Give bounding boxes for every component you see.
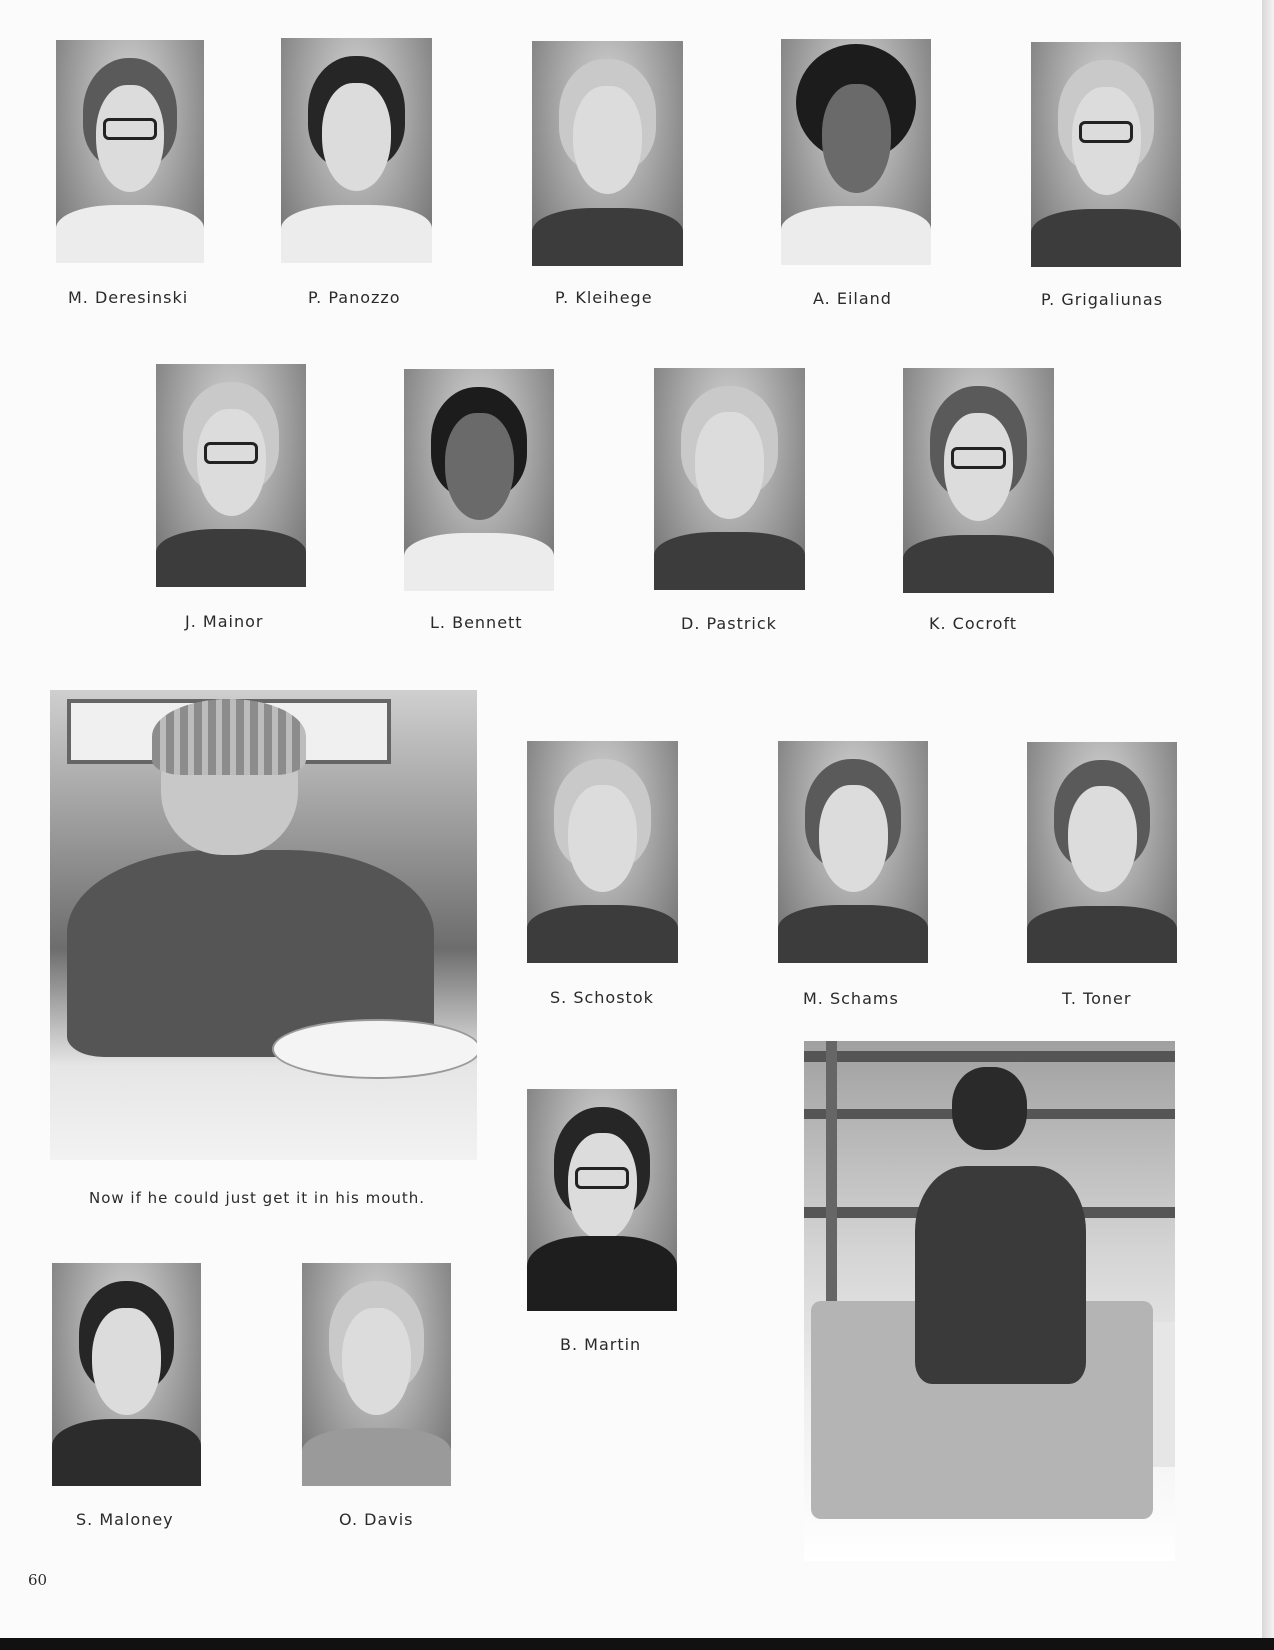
portrait-name: S. Maloney (76, 1510, 174, 1529)
portrait-shirt (903, 535, 1054, 594)
portrait-name: B. Martin (560, 1335, 642, 1354)
portrait-shirt (52, 1419, 201, 1486)
portrait-name: S. Schostok (550, 988, 654, 1007)
portrait-shirt (532, 208, 683, 267)
portrait-name: P. Grigaliunas (1041, 290, 1164, 309)
portrait-name: P. Panozzo (308, 288, 401, 307)
portrait-photo (1031, 42, 1181, 267)
cafeteria-caption: Now if he could just get it in his mouth. (89, 1189, 426, 1207)
portrait-shirt (281, 205, 432, 264)
portrait-shirt (1027, 906, 1177, 963)
portrait-name: M. Schams (803, 989, 899, 1008)
portrait-shirt (56, 205, 204, 263)
portrait-shirt (527, 1236, 677, 1311)
bleachers-candid-photo (804, 1041, 1175, 1561)
portrait-photo (778, 741, 928, 963)
portrait-name: O. Davis (339, 1510, 414, 1529)
glasses-icon (204, 442, 258, 464)
portrait-photo (781, 39, 931, 265)
portrait-name: D. Pastrick (681, 614, 777, 633)
portrait-photo (532, 41, 683, 266)
portrait-name: P. Kleihege (555, 288, 653, 307)
portrait-name: M. Deresinski (68, 288, 189, 307)
student-head (952, 1067, 1026, 1150)
scan-bottom-border (0, 1638, 1274, 1650)
portrait-name: J. Mainor (185, 612, 264, 631)
portrait-face (1068, 786, 1137, 892)
portrait-photo (52, 1263, 201, 1486)
portrait-shirt (1031, 209, 1181, 268)
portrait-face (695, 412, 764, 519)
portrait-photo (404, 369, 554, 591)
portrait-face (819, 785, 888, 892)
bleacher-rail (804, 1051, 1175, 1061)
portrait-face (568, 785, 637, 892)
portrait-name: L. Bennett (430, 613, 523, 632)
portrait-face (573, 86, 642, 194)
portrait-photo (56, 40, 204, 263)
portrait-shirt (654, 532, 805, 590)
portrait-shirt (404, 533, 554, 591)
portrait-face (322, 83, 391, 191)
portrait-shirt (778, 905, 928, 963)
portrait-name: T. Toner (1062, 989, 1132, 1008)
lunch-tray (272, 1019, 477, 1079)
portrait-face (445, 413, 514, 520)
cafeteria-candid-photo (50, 690, 477, 1160)
knit-hat (152, 699, 306, 774)
portrait-face (92, 1308, 161, 1415)
portrait-photo (527, 1089, 677, 1311)
portrait-shirt (302, 1428, 451, 1486)
glasses-icon (1079, 121, 1133, 144)
page-edge-shadow (1262, 0, 1274, 1650)
student-sitting (915, 1166, 1086, 1384)
portrait-photo (156, 364, 306, 587)
portrait-name: K. Cocroft (929, 614, 1018, 633)
portrait-photo (903, 368, 1054, 593)
portrait-name: A. Eiland (813, 289, 892, 308)
portrait-face (342, 1308, 411, 1415)
portrait-photo (654, 368, 805, 590)
page-number: 60 (28, 1571, 48, 1589)
portrait-face (822, 84, 891, 192)
portrait-shirt (781, 206, 931, 265)
portrait-photo (302, 1263, 451, 1486)
portrait-photo (1027, 742, 1177, 963)
portrait-shirt (527, 905, 678, 963)
portrait-photo (281, 38, 432, 263)
glasses-icon (103, 118, 156, 140)
glasses-icon (575, 1167, 629, 1189)
glasses-icon (951, 447, 1005, 470)
portrait-photo (527, 741, 678, 963)
portrait-shirt (156, 529, 306, 587)
